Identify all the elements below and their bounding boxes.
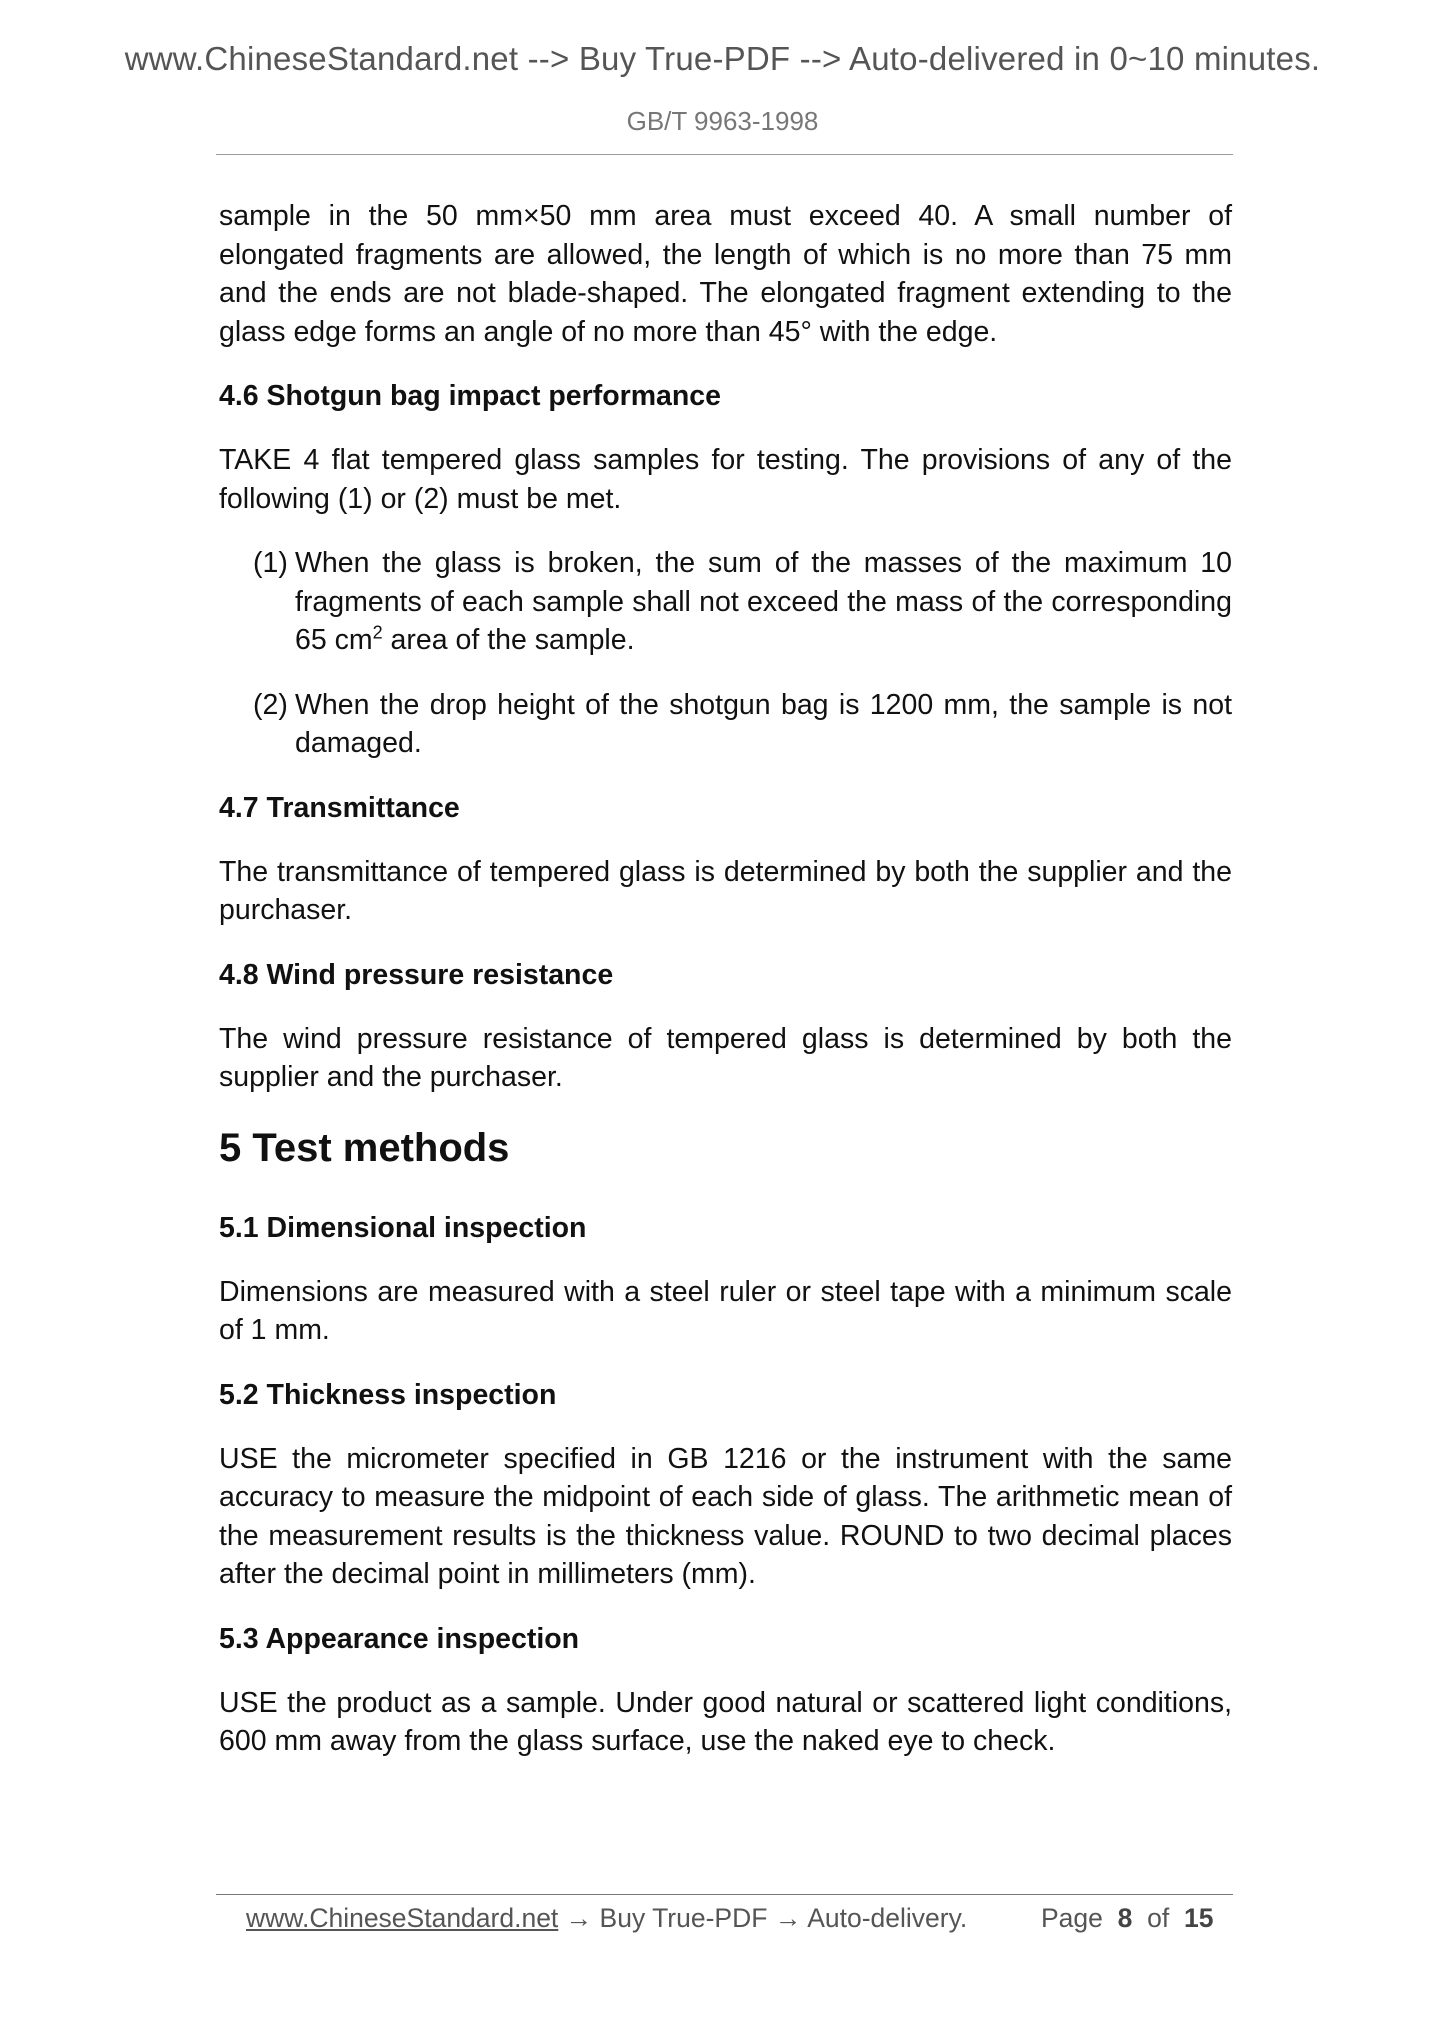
heading-4-7: 4.7 Transmittance — [219, 791, 460, 824]
list-item-1 — [253, 544, 1232, 660]
heading-5: 5 Test methods — [219, 1125, 510, 1170]
list-item-1-text-a: When the glass is broken, the sum of the masses of the maximum 10 fragments of each sample shall not exceed the mass of the corresponding 65 cm — [295, 547, 1232, 656]
paragraph-4-8: The wind pressure resistance of tempered glass is determined by both the supplier and the purchaser. — [219, 1022, 1232, 1093]
footer — [246, 1903, 1216, 1934]
page-content — [219, 197, 1232, 1787]
heading-5-1: 5.1 Dimensional inspection — [219, 1211, 587, 1244]
list-item-1-number: (1) — [253, 547, 288, 579]
heading-5-3: 5.3 Appearance inspection — [219, 1622, 580, 1655]
list-item-2-number: (2) — [253, 688, 288, 721]
footer-site-link[interactable]: www.ChineseStandard.net — [246, 1903, 559, 1933]
paragraph-5-2: USE the micrometer specified in GB 1216 or the instrument with the same accuracy to measure the midpoint of each side of glass. The arithmetic mean of the measurement results is the thickness value. ROUND to two decimal places after the decimal point in millimeters (mm). — [219, 1442, 1232, 1590]
page-indicator — [1041, 1903, 1213, 1934]
heading-4-6: 4.6 Shotgun bag impact performance — [219, 380, 722, 412]
paragraph-fragment-count: sample in the 50 mm×50 mm area must exceed 40. A small number of elongated fragments are allowed, the length of which is no more than 75 mm and the ends are not blade-shaped. The elongated fragment extending to the glass edge forms an angle of no more than 45° with the edge. — [219, 200, 1232, 348]
paragraph-5-3: USE the product as a sample. Under good natural or scattered light conditions, 600 mm away from the glass surface, use the naked eye to check. — [219, 1686, 1232, 1757]
heading-5-2: 5.2 Thickness inspection — [219, 1378, 557, 1411]
list-item-2 — [253, 686, 1232, 763]
page-total: 15 — [1183, 1903, 1214, 1933]
heading-4-8: 4.8 Wind pressure resistance — [219, 958, 614, 991]
standard-code: GB/T 9963-1998 — [626, 106, 819, 136]
list-item-2-text: When the drop height of the shotgun bag is 1200 mm, the sample is not damaged. — [295, 688, 1232, 759]
arrow-icon: → — [774, 1903, 802, 1933]
footer-divider — [216, 1894, 1233, 1895]
paragraph-5-1: Dimensions are measured with a steel ruler or steel tape with a minimum scale of 1 mm. — [219, 1275, 1232, 1346]
footer-buy-text: Buy True-PDF — [599, 1903, 768, 1933]
paragraph-4-7: The transmittance of tempered glass is determined by both the supplier and the purchaser. — [219, 855, 1232, 926]
arrow-icon: → — [565, 1903, 593, 1933]
superscript-2: 2 — [372, 622, 383, 643]
top-banner: www.ChineseStandard.net --> Buy True-PDF --> Auto-delivered in 0~10 minutes. — [124, 40, 1321, 77]
of-label: of — [1147, 1903, 1170, 1933]
header-divider — [216, 154, 1233, 155]
page-current: 8 — [1117, 1903, 1133, 1933]
list-item-1-text-b: area of the sample. — [382, 624, 635, 656]
paragraph-4-6: TAKE 4 flat tempered glass samples for testing. The provisions of any of the following (1) or (2) must be met. — [219, 444, 1232, 515]
footer-delivery-text: Auto-delivery. — [807, 1903, 968, 1933]
page-label: Page — [1041, 1903, 1103, 1933]
